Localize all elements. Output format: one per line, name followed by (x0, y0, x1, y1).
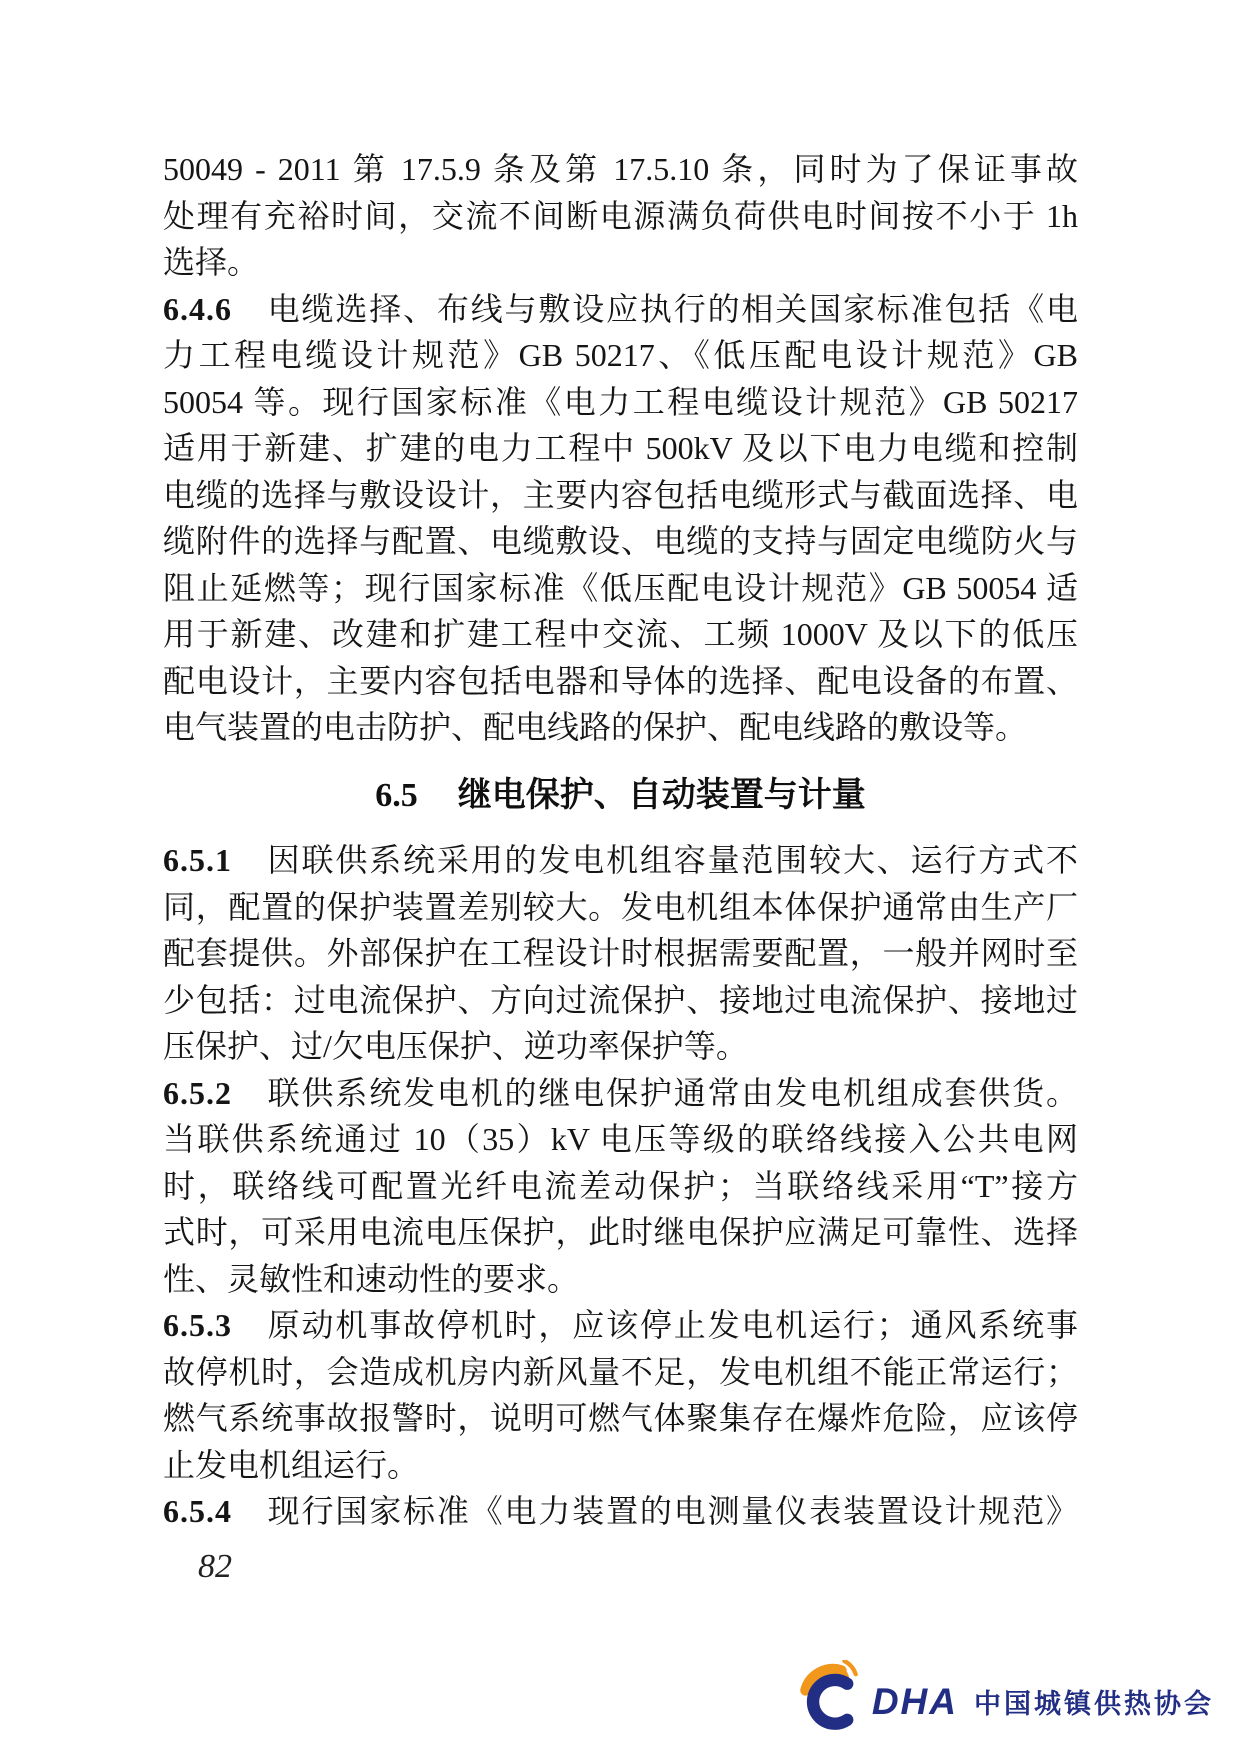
text-line: 燃气系统事故报警时，说明可燃气体聚集存在爆炸危险，应该停 (163, 1400, 1078, 1436)
text-line: 50054 等。现行国家标准《电力工程电缆设计规范》GB 50217 (163, 383, 1078, 420)
text-line: 6.5.1 因联供系统采用的发电机组容量范围较大、运行方式不 (163, 842, 1078, 878)
text-line: 式时，可采用电流电压保护，此时继电保护应满足可靠性、选择 (163, 1214, 1078, 1250)
text-line: 配电设计，主要内容包括电器和导体的选择、配电设备的布置、 (163, 662, 1078, 699)
clause-number: 6.5.1 (163, 842, 232, 878)
section-heading (163, 772, 1078, 820)
text-line: 止发电机组运行。 (163, 1446, 420, 1483)
text-line: 电气装置的电击防护、配电线路的保护、配电线路的敷设等。 (163, 709, 1028, 745)
text-line: 适用于新建、扩建的电力工程中 500kV 及以下电力电缆和控制 (163, 430, 1078, 466)
text-line: 性、灵敏性和速动性的要求。 (163, 1260, 580, 1297)
text-line: 配套提供。外部保护在工程设计时根据需要配置，一般并网时至 (163, 935, 1078, 971)
clause-number: 6.4.6 (163, 290, 232, 327)
cdha-logo-icon (794, 1660, 870, 1736)
text-line: 少包括：过电流保护、方向过流保护、接地过电流保护、接地过 (163, 981, 1078, 1018)
text-line: 6.5.4 现行国家标准《电力装置的电测量仪表装置设计规范》 (163, 1493, 1078, 1529)
text-line: 处理有充裕时间，交流不间断电源满负荷供电时间按不小于 1h (163, 197, 1078, 234)
text-line: 6.4.6 电缆选择、布线与敷设应执行的相关国家标准包括《电 (163, 290, 1078, 327)
footer-logo (794, 1660, 1214, 1736)
text-line: 当联供系统通过 10（35）kV 电压等级的联络线接入公共电网 (163, 1121, 1078, 1157)
page-number: 82 (198, 1548, 232, 1585)
text-line: 阻止延燃等；现行国家标准《低压配电设计规范》GB 50054 适 (163, 569, 1078, 606)
text-line: 用于新建、改建和扩建工程中交流、工频 1000V 及以下的低压 (163, 616, 1078, 652)
section-title: 继电保护、自动装置与计量 (423, 775, 866, 814)
text-line: 电缆的选择与敷设设计，主要内容包括电缆形式与截面选择、电 (163, 476, 1078, 513)
clause-number: 6.5.3 (163, 1307, 232, 1343)
section-number: 6.5 (375, 776, 418, 814)
clause-number: 6.5.4 (163, 1493, 232, 1529)
text-line: 力工程电缆设计规范》GB 50217、《低压配电设计规范》GB (163, 337, 1078, 373)
text-line: 6.5.3 原动机事故停机时，应该停止发电机运行；通风系统事 (163, 1307, 1078, 1343)
association-name: 中国城镇供热协会 (974, 1688, 1214, 1719)
text-line: 选择。 (163, 244, 260, 280)
text-line: 同，配置的保护装置差别较大。发电机组本体保护通常由生产厂 (163, 888, 1078, 925)
text-line: 50049 - 2011 第 17.5.9 条及第 17.5.10 条，同时为了保证事故 (163, 151, 1078, 187)
text-line: 时，联络线可配置光纤电流差动保护；当联络线采用“T”接方 (163, 1167, 1078, 1204)
text-line: 压保护、过/欠电压保护、逆功率保护等。 (163, 1028, 748, 1064)
text-line: 6.5.2 联供系统发电机的继电保护通常由发电机组成套供货。 (163, 1074, 1078, 1111)
body-text (163, 146, 1078, 1535)
cdha-logo-acronym: DHA (871, 1681, 958, 1722)
text-line: 缆附件的选择与配置、电缆敷设、电缆的支持与固定电缆防火与 (163, 523, 1078, 559)
clause-number: 6.5.2 (163, 1074, 232, 1111)
text-line: 故停机时，会造成机房内新风量不足，发电机组不能正常运行； (163, 1353, 1078, 1390)
